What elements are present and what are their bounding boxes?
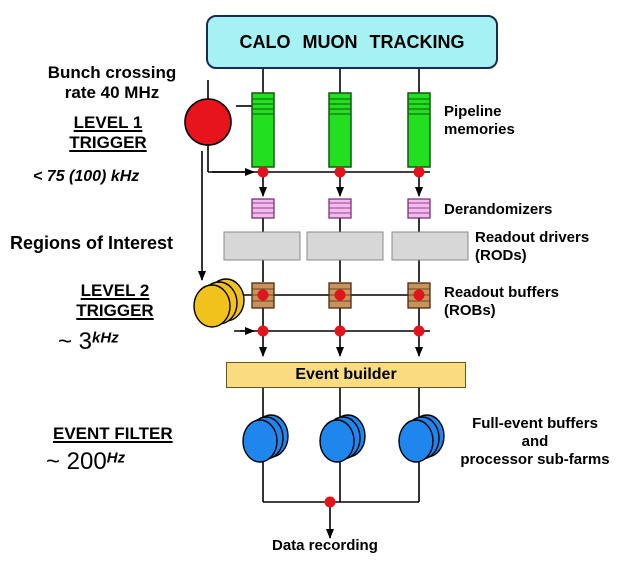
readout-driver-muon xyxy=(307,232,383,260)
data-recording-junction-dot xyxy=(325,497,336,508)
readout-drivers-label xyxy=(475,229,589,265)
level1-junction-dot xyxy=(414,167,425,178)
detector-muon: MUON xyxy=(302,31,358,52)
full-event-line3: processor sub-farms xyxy=(460,451,610,468)
processor-farm-disc-muon xyxy=(320,420,354,462)
level2-junction-dot xyxy=(414,326,425,337)
level2-junction-dot xyxy=(258,326,269,337)
rob-line2: (ROBs) xyxy=(444,302,496,319)
processor-farm-disc-calo xyxy=(243,420,277,462)
level1-line1: LEVEL 1 xyxy=(73,113,143,132)
full-event-buffers-label xyxy=(440,415,630,469)
ef-rate-value: ~ 200 xyxy=(46,448,107,475)
event-builder: Event builder xyxy=(226,362,466,388)
level1-line2: TRIGGER xyxy=(69,133,147,152)
pipeline-line1: Pipeline xyxy=(444,103,502,120)
level1-trigger-processor xyxy=(185,99,231,145)
level2-rate-value: ~ 3 xyxy=(58,328,93,355)
readout-driver-tracking xyxy=(392,232,468,260)
level2-trigger-disc xyxy=(194,285,230,327)
ef-rate-unit: Hz xyxy=(106,449,126,467)
level2-line1: LEVEL 2 xyxy=(80,281,150,300)
processor-farm-disc-tracking xyxy=(399,420,433,462)
data-recording-label: Data recording xyxy=(272,537,378,554)
level2-trigger-label xyxy=(50,281,180,321)
full-event-line2: and xyxy=(521,433,549,450)
detector-tracking: TRACKING xyxy=(369,31,465,52)
rod-line2: (RODs) xyxy=(475,247,527,264)
bunch-crossing-label xyxy=(22,63,202,103)
event-filter-rate xyxy=(46,448,125,476)
level1-junction-dot xyxy=(335,167,346,178)
level2-rate-unit: kHz xyxy=(92,329,119,347)
full-event-line1: Full-event buffers xyxy=(472,415,598,432)
derandomizers-label: Derandomizers xyxy=(444,201,553,218)
derandomizer-calo xyxy=(252,199,274,218)
pipeline-memories-label xyxy=(444,103,515,139)
event-filter-label: EVENT FILTER xyxy=(53,424,173,443)
level1-junction-dot xyxy=(258,167,269,178)
bunch-crossing-line1: Bunch crossing xyxy=(47,63,177,82)
derandomizer-muon xyxy=(329,199,351,218)
level2-rate xyxy=(58,328,119,356)
level2-line2: TRIGGER xyxy=(76,301,154,320)
readout-driver-calo xyxy=(224,232,300,260)
roi-junction-dot xyxy=(258,290,269,301)
pipeline-line2: memories xyxy=(444,121,515,138)
bunch-crossing-line2: rate 40 MHz xyxy=(64,83,160,102)
derandomizer-tracking xyxy=(408,199,430,218)
rob-line1: Readout buffers xyxy=(444,284,560,301)
readout-buffers-label xyxy=(444,284,559,320)
regions-of-interest-label: Regions of Interest xyxy=(10,233,174,253)
detector-calo: CALO xyxy=(239,31,291,52)
level2-junction-dot xyxy=(335,326,346,337)
roi-junction-dot xyxy=(414,290,425,301)
rod-line1: Readout drivers xyxy=(475,229,590,246)
detector-box xyxy=(206,15,498,69)
level1-trigger-label xyxy=(38,113,178,153)
level1-rate: < 75 (100) kHz xyxy=(33,168,140,185)
roi-junction-dot xyxy=(335,290,346,301)
